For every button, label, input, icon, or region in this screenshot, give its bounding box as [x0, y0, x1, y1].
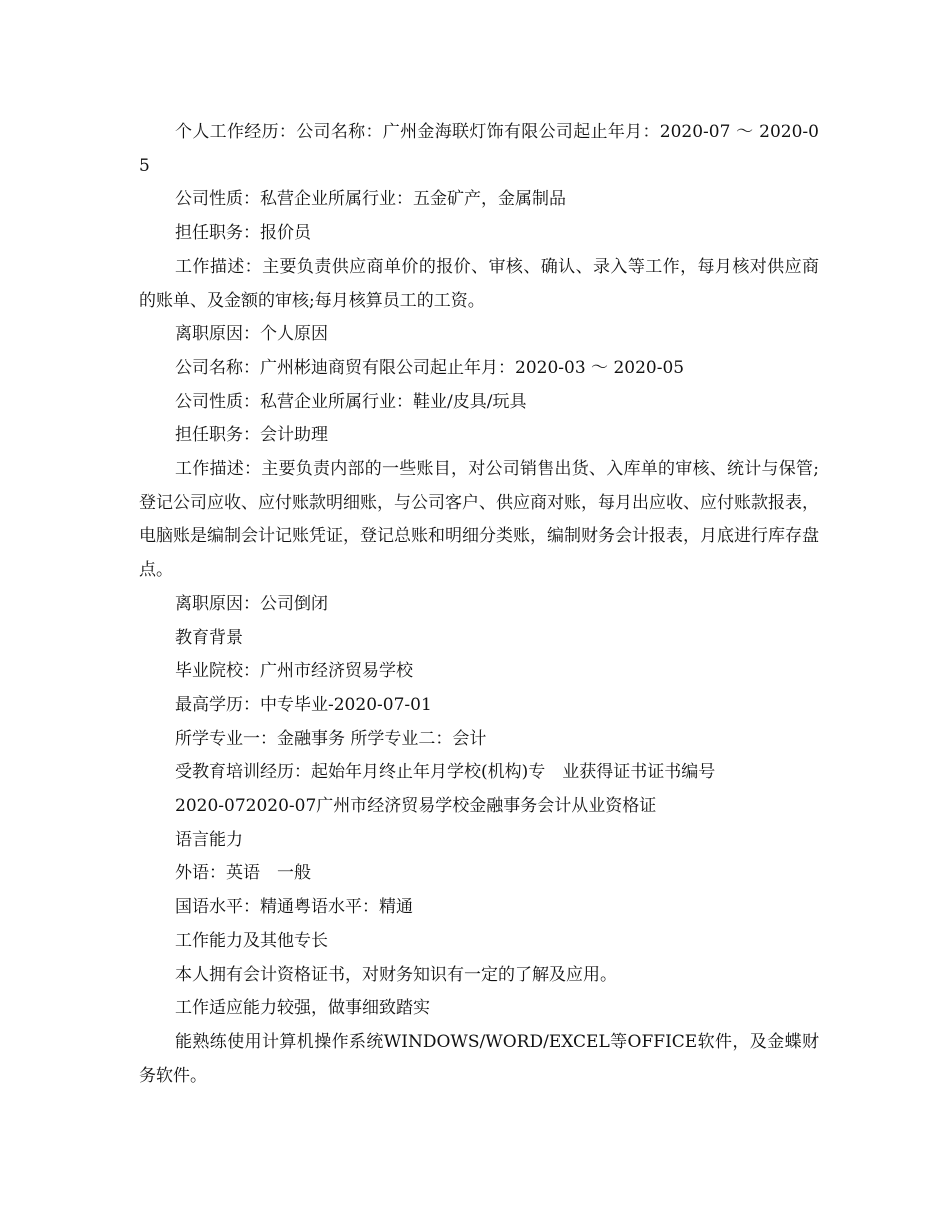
mandarin-cantonese-level: 国语水平：精通粤语水平：精通	[175, 897, 413, 918]
skill-certificate: 本人拥有会计资格证书，对财务知识有一定的了解及应用。	[175, 964, 617, 985]
training-record: 2020-072020-07广州市经济贸易学校金融事务会计从业资格证	[175, 796, 657, 817]
company-type-2: 公司性质：私营企业所属行业：鞋业/皮具/玩具	[175, 391, 527, 412]
company-type-1: 公司性质：私营企业所属行业：五金矿产，金属制品	[175, 189, 566, 210]
work-history-company-1: 个人工作经历：公司名称：广州金海联灯饰有限公司起止年月：2020-07 ～ 2020-05	[139, 122, 819, 176]
work-history-company-2: 公司名称：广州彬迪商贸有限公司起止年月：2020-03 ～ 2020-05	[175, 357, 685, 378]
skills-heading: 工作能力及其他专长	[175, 930, 328, 951]
skill-adaptability: 工作适应能力较强，做事细致踏实	[175, 998, 430, 1019]
position-2: 担任职务：会计助理	[175, 425, 328, 446]
job-description-2: 工作描述：主要负责内部的一些账目，对公司销售出货、入库单的审核、统计与保管;登记公司应收、应付账款明细账，与公司客户、供应商对账，每月出应收、应付账款报表，电脑账是编制会计记账凭证，登记总账和明细分类账，编制财务会计报表，月底进行库存盘点。	[139, 459, 819, 581]
document-body	[139, 116, 819, 1093]
language-heading: 语言能力	[175, 829, 243, 850]
graduate-school: 毕业院校：广州市经济贸易学校	[175, 661, 413, 682]
leave-reason-2: 离职原因：公司倒闭	[175, 593, 328, 614]
highest-degree: 最高学历：中专毕业-2020-07-01	[175, 694, 432, 715]
leave-reason-1: 离职原因：个人原因	[175, 324, 328, 345]
job-description-1: 工作描述：主要负责供应商单价的报价、审核、确认、录入等工作，每月核对供应商的账单、及金额的审核;每月核算员工的工资。	[139, 256, 819, 311]
education-heading: 教育背景	[175, 627, 243, 648]
majors: 所学专业一：金融事务 所学专业二：会计	[175, 728, 487, 749]
foreign-language: 外语：英语 一般	[175, 863, 311, 884]
position-1: 担任职务：报价员	[175, 223, 311, 244]
training-header: 受教育培训经历：起始年月终止年月学校(机构)专 业获得证书证书编号	[175, 762, 716, 783]
skill-software: 能熟练使用计算机操作系统WINDOWS/WORD/EXCEL等OFFICE软件，及金蝶财务软件。	[139, 1031, 819, 1086]
